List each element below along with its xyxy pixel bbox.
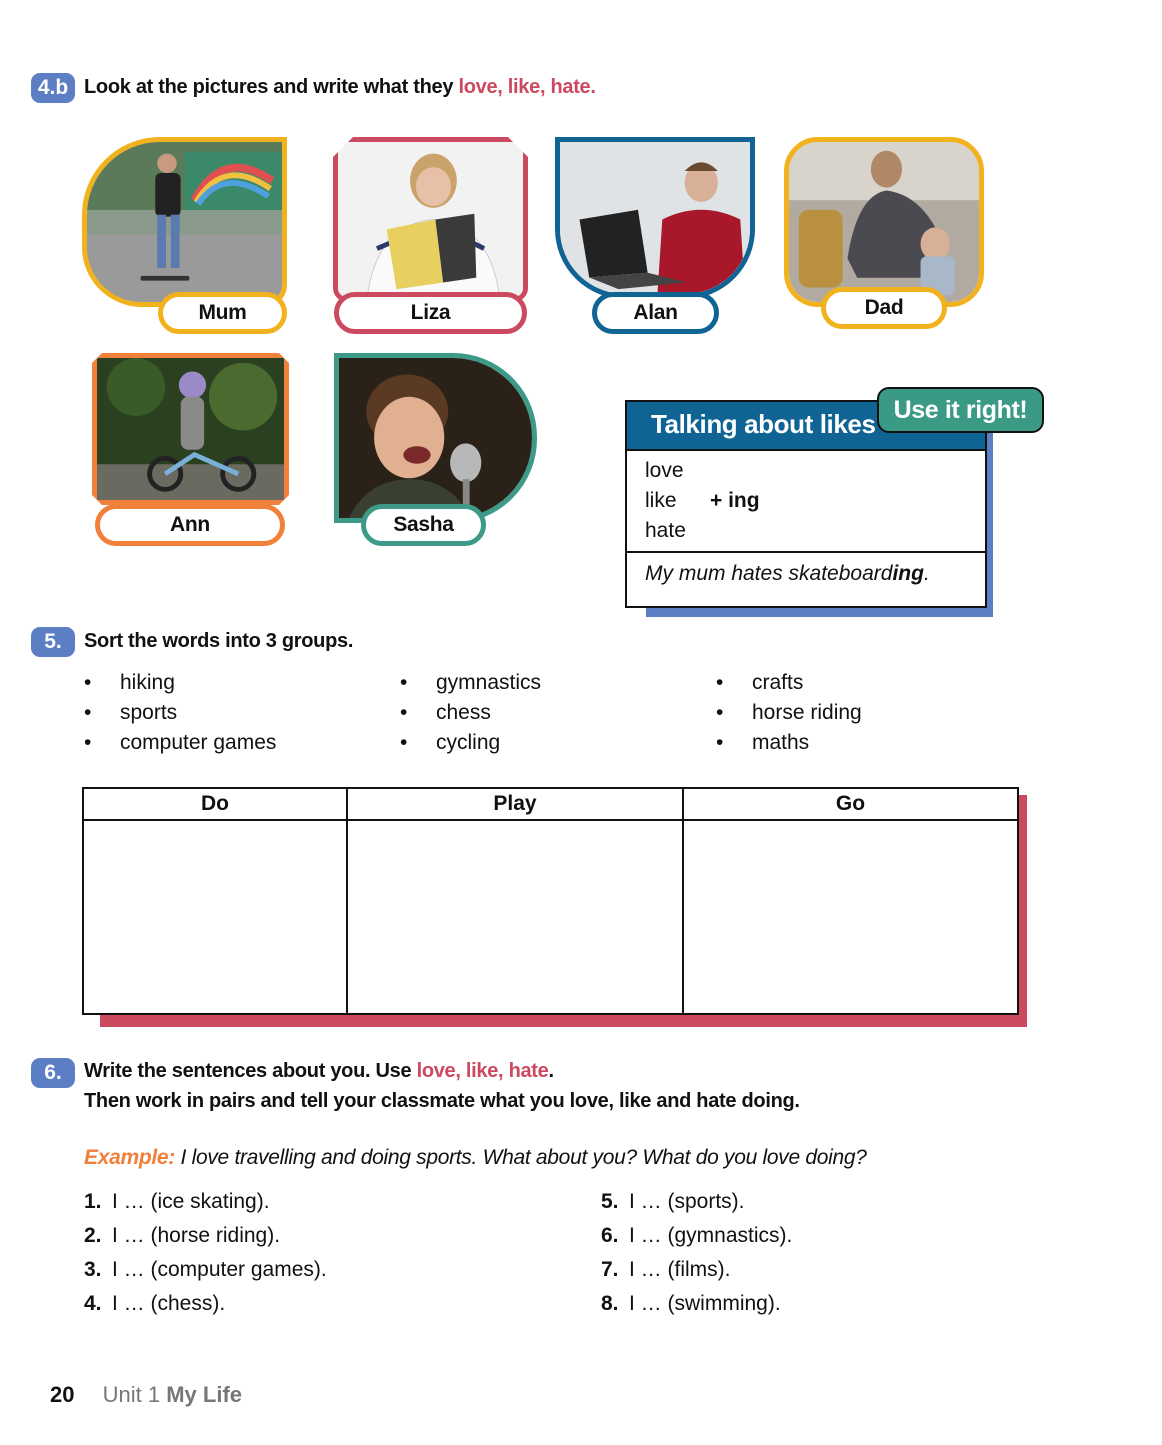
item-number: 1. <box>84 1190 102 1213</box>
list-item: • computer games <box>84 731 277 754</box>
name-tag-dad: Dad <box>821 287 947 329</box>
instruction-highlight: love, like, hate. <box>458 76 596 98</box>
table-header-row <box>83 788 1018 820</box>
photo-mum <box>82 137 287 307</box>
likes-verbs <box>627 451 985 553</box>
skateboard-photo-icon <box>87 142 282 302</box>
example-end: . <box>923 562 930 585</box>
exercise-badge-5: 5. <box>31 627 75 657</box>
item-number: 2. <box>84 1224 102 1247</box>
exercise-6-instruction-2: Then work in pairs and tell your classmate what you love, like and hate doing. <box>84 1090 800 1112</box>
cell-play[interactable] <box>347 820 683 1014</box>
item-text: I … (chess). <box>112 1292 226 1315</box>
word: horse riding <box>752 701 862 724</box>
example-label: Example: <box>84 1146 175 1169</box>
verb-hate: hate <box>645 519 686 542</box>
sentence-item-5 <box>601 1190 745 1214</box>
exercise-badge-6: 6. <box>31 1058 75 1088</box>
likes-box-title: Talking about likes <box>651 409 876 439</box>
ing-suffix: + ing <box>710 489 760 512</box>
singing-photo-icon <box>339 358 532 518</box>
item-number: 7. <box>601 1258 619 1281</box>
exercise-5-instruction: Sort the words into 3 groups. <box>84 630 354 652</box>
sentence-item-8 <box>601 1292 781 1316</box>
photo-sasha <box>334 353 537 523</box>
table-row <box>83 820 1018 1014</box>
cell-go[interactable] <box>683 820 1018 1014</box>
item-text: I … (swimming). <box>629 1292 781 1315</box>
item-number: 8. <box>601 1292 619 1315</box>
page-footer <box>50 1382 242 1408</box>
exercise-badge-4b: 4.b <box>31 73 75 103</box>
list-item: • maths <box>716 731 810 754</box>
example-text: I love travelling and doing sports. What about you? What do you love doing? <box>180 1146 867 1169</box>
example-ing: ing <box>892 562 924 585</box>
word: chess <box>436 701 491 724</box>
use-it-right-tag: Use it right! <box>877 387 1044 433</box>
column-header-go: Go <box>683 788 1018 820</box>
photo-liza <box>333 137 528 302</box>
photo-ann <box>92 353 289 505</box>
item-number: 4. <box>84 1292 102 1315</box>
photo-alan <box>555 137 755 299</box>
exercise-4b-instruction <box>84 76 596 99</box>
word: gymnastics <box>436 671 542 694</box>
sentence-item-7 <box>601 1258 730 1282</box>
instruction-highlight: love, like, hate <box>416 1060 549 1082</box>
word: maths <box>752 731 810 754</box>
verb-like: like <box>645 489 677 512</box>
likes-example <box>645 562 930 586</box>
word-list-col-1 <box>84 668 276 758</box>
unit-label: Unit 1 <box>102 1382 161 1407</box>
page-number: 20 <box>50 1382 75 1407</box>
item-text: I … (sports). <box>629 1190 745 1213</box>
sentence-item-4 <box>84 1292 225 1316</box>
item-number: 6. <box>601 1224 619 1247</box>
example-part: My mum hates skateboard <box>645 562 893 585</box>
instruction-text: Write the sentences about you. Use <box>84 1060 412 1082</box>
sentence-item-3 <box>84 1258 327 1282</box>
instruction-period: . <box>548 1060 554 1082</box>
word: crafts <box>752 671 804 694</box>
hiking-photo-icon <box>789 142 979 302</box>
list-item: • hiking <box>84 671 175 694</box>
verb-love: love <box>645 459 684 482</box>
name-tag-alan: Alan <box>592 292 719 334</box>
word: sports <box>120 701 178 724</box>
bike-photo-icon <box>97 358 284 500</box>
item-number: 5. <box>601 1190 619 1213</box>
list-item: • gymnastics <box>400 671 542 694</box>
list-item: • cycling <box>400 731 501 754</box>
unit-title: My Life <box>166 1382 243 1407</box>
sentence-item-1 <box>84 1190 270 1214</box>
word-list-col-3 <box>716 668 862 758</box>
exercise-6-instruction-1 <box>84 1060 554 1083</box>
name-tag-mum: Mum <box>158 292 287 334</box>
item-text: I … (computer games). <box>112 1258 327 1281</box>
item-text: I … (gymnastics). <box>629 1224 793 1247</box>
column-header-do: Do <box>83 788 347 820</box>
list-item: • sports <box>84 701 178 724</box>
sort-table <box>82 787 1019 1015</box>
word-list-col-2 <box>400 668 541 758</box>
sentence-item-6 <box>601 1224 792 1248</box>
photo-dad <box>784 137 984 307</box>
example-line <box>84 1146 867 1170</box>
name-tag-liza: Liza <box>334 292 527 334</box>
name-tag-sasha: Sasha <box>361 504 486 546</box>
item-text: I … (horse riding). <box>112 1224 281 1247</box>
name-tag-ann: Ann <box>95 504 285 546</box>
list-item: • chess <box>400 701 491 724</box>
word: computer games <box>120 731 277 754</box>
sentence-item-2 <box>84 1224 280 1248</box>
item-number: 3. <box>84 1258 102 1281</box>
reading-photo-icon <box>338 142 523 297</box>
list-item: • horse riding <box>716 701 862 724</box>
instruction-text: Look at the pictures and write what they <box>84 76 454 98</box>
list-item: • crafts <box>716 671 804 694</box>
column-header-play: Play <box>347 788 683 820</box>
item-text: I … (films). <box>629 1258 731 1281</box>
item-text: I … (ice skating). <box>112 1190 270 1213</box>
word: cycling <box>436 731 501 754</box>
word: hiking <box>120 671 175 694</box>
cell-do[interactable] <box>83 820 347 1014</box>
laptop-photo-icon <box>560 142 750 294</box>
